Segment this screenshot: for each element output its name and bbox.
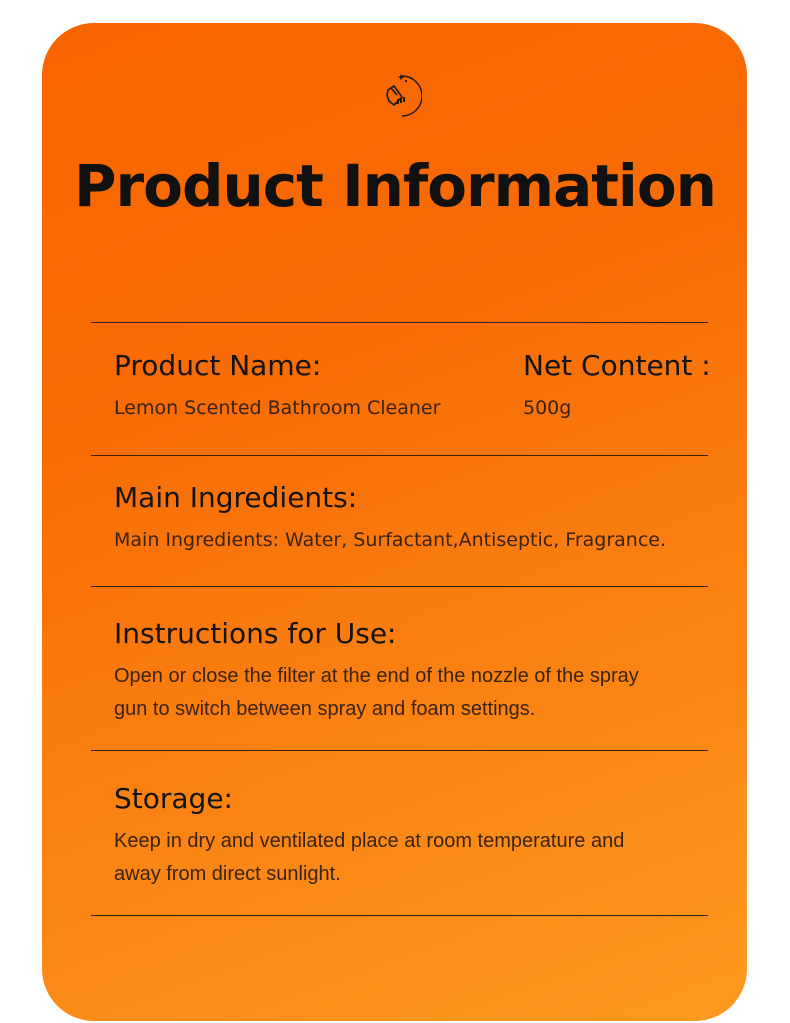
divider — [91, 322, 708, 323]
divider — [91, 750, 708, 751]
net-content-value: 500g — [523, 397, 572, 419]
divider — [91, 455, 708, 456]
divider — [91, 915, 708, 916]
ingredients-text: Main Ingredients: Water, Surfactant,Antiseptic, Fragrance. — [114, 529, 667, 551]
instructions-text: Open or close the filter at the end of the nozzle of the spray gun to switch between spray and foam settings. — [114, 665, 639, 720]
ingredients-label: Main Ingredients: — [114, 481, 358, 514]
instructions-label: Instructions for Use: — [114, 617, 397, 650]
product-name-value: Lemon Scented Bathroom Cleaner — [114, 397, 441, 419]
page-title: Product Information — [74, 152, 716, 220]
product-name-label: Product Name: — [114, 349, 322, 382]
storage-text: Keep in dry and ventilated place at room temperature and away from direct sunlight. — [114, 830, 625, 885]
storage-label: Storage: — [114, 782, 233, 815]
spray-bottle-icon — [380, 73, 422, 119]
divider — [91, 586, 708, 587]
net-content-label: Net Content : — [523, 349, 711, 382]
